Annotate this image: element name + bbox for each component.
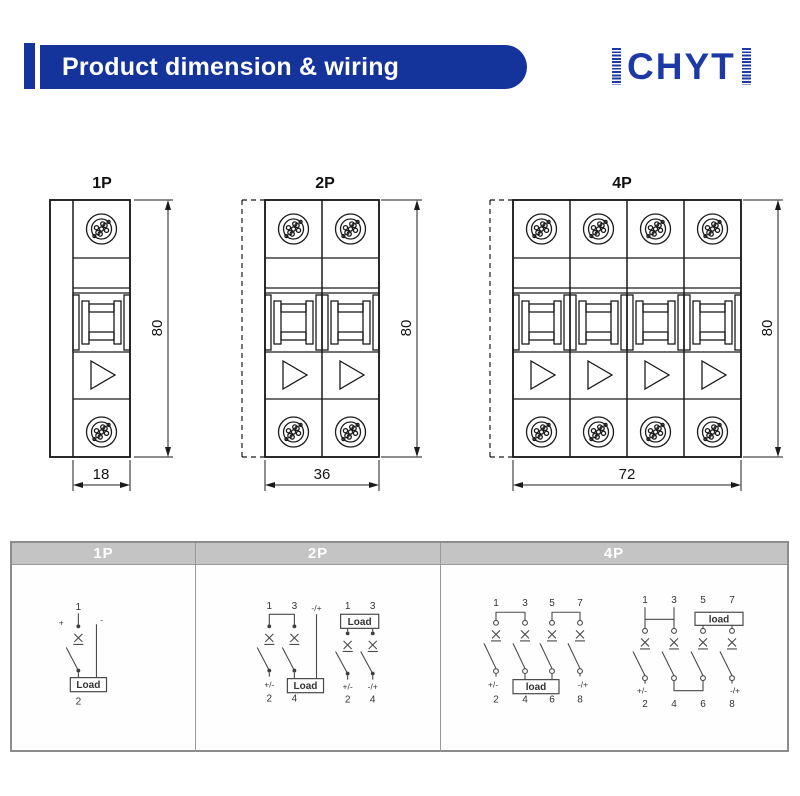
- terminal-label: 4: [522, 694, 528, 706]
- arrow-right-icon: [120, 482, 130, 488]
- wiring-cell-4p: [441, 565, 787, 752]
- terminal-label: 4: [369, 694, 376, 706]
- terminal-label: 7: [577, 598, 583, 610]
- brand-logo: [612, 48, 751, 85]
- load-label: load: [708, 614, 730, 626]
- header-banner: [40, 45, 527, 89]
- wiring-diagram-2p: [196, 565, 440, 752]
- switch-blade: [282, 647, 294, 670]
- switch-blade: [66, 647, 78, 670]
- switch-blade: [720, 651, 732, 675]
- polarity-label: -/+: [311, 603, 322, 614]
- polarity-label: +/-: [636, 685, 648, 696]
- terminal-label: 3: [291, 601, 298, 613]
- switch-blade: [633, 651, 645, 675]
- load-label: Load: [293, 681, 318, 693]
- terminal-label: 8: [577, 694, 583, 706]
- terminal-label: 1: [75, 602, 82, 614]
- polarity-label: -/+: [577, 679, 589, 690]
- wiring-header-1p: 1P: [12, 543, 196, 565]
- switch-blade: [513, 643, 525, 668]
- arrow-right-icon: [369, 482, 379, 488]
- terminal-label: 2: [266, 693, 273, 705]
- polarity-label: +: [58, 617, 64, 628]
- logo-text: CHYT: [627, 46, 736, 87]
- switch-blade: [484, 643, 496, 668]
- switch-blade: [336, 651, 348, 673]
- header-accent-bar: [24, 43, 35, 89]
- dim-height-label-2p: 80: [398, 319, 415, 337]
- arrow-down-icon: [414, 447, 420, 457]
- bottom-bridge: [674, 681, 703, 691]
- polarity-label: +/-: [264, 679, 275, 690]
- arrow-right-icon: [731, 482, 741, 488]
- terminal-label: 6: [700, 698, 706, 710]
- arrow-left-icon: [73, 482, 83, 488]
- switch-blade: [257, 647, 269, 670]
- breaker-drawing-2p: [230, 170, 440, 500]
- arrow-left-icon: [265, 482, 275, 488]
- terminal-label: 7: [729, 595, 735, 607]
- terminal-label: 1: [344, 601, 351, 613]
- terminal-label: 5: [549, 598, 555, 610]
- breaker-drawing-1p: [40, 170, 200, 500]
- terminal-label: 4: [291, 693, 298, 705]
- dim-height-label-1p: 80: [149, 319, 166, 337]
- terminal-label: 2: [493, 694, 499, 706]
- terminal-label: 2: [75, 696, 82, 708]
- dim-width-label-4p: 72: [618, 466, 636, 483]
- terminal-label: 8: [729, 698, 735, 710]
- wiring-cell-1p: [12, 565, 196, 752]
- polarity-label: +/-: [487, 679, 499, 690]
- terminal-label: 1: [266, 601, 273, 613]
- terminal-label: 3: [522, 598, 528, 610]
- arrow-up-icon: [414, 200, 420, 210]
- polarity-label: -/+: [367, 681, 378, 692]
- arrow-down-icon: [775, 447, 781, 457]
- wiring-diagram-4p: [441, 565, 787, 752]
- wiring-header-4p: 4P: [441, 543, 787, 565]
- switch-blade: [691, 651, 703, 675]
- wiring-diagram-1p: [12, 565, 195, 752]
- dim-width-label-2p: 36: [313, 466, 331, 483]
- polarity-label: -: [100, 614, 103, 625]
- polarity-label: -/+: [729, 685, 741, 696]
- switch-blade: [568, 643, 580, 668]
- logo-left-barcode-icon: [612, 48, 621, 85]
- wiring-cell-2p: [196, 565, 441, 752]
- drawing-title-1p: 1P: [92, 175, 112, 192]
- wiring-table: [10, 541, 789, 752]
- dim-width-label-1p: 18: [92, 466, 110, 483]
- page-title: Product dimension & wiring: [62, 52, 400, 81]
- terminal-label: 4: [671, 698, 677, 710]
- top-bridge: [552, 612, 580, 620]
- terminal-label: 5: [700, 595, 706, 607]
- polarity-label: +/-: [342, 681, 353, 692]
- terminal-label: 3: [369, 601, 376, 613]
- load-label: Load: [76, 680, 101, 692]
- breaker-drawing-4p: [480, 170, 800, 500]
- arrow-up-icon: [775, 200, 781, 210]
- logo-right-barcode-icon: [742, 48, 751, 85]
- top-bridge: [269, 614, 294, 624]
- load-label: Load: [347, 616, 372, 628]
- terminal-label: 2: [344, 694, 351, 706]
- terminal-label: 2: [642, 698, 648, 710]
- load-label: load: [525, 682, 547, 694]
- terminal-label: 1: [493, 598, 499, 610]
- drawing-title-4p: 4P: [612, 175, 632, 192]
- arrow-up-icon: [165, 200, 171, 210]
- terminal-label: 6: [549, 694, 555, 706]
- arrow-down-icon: [165, 447, 171, 457]
- switch-blade: [361, 651, 373, 673]
- switch-blade: [662, 651, 674, 675]
- drawing-title-2p: 2P: [315, 175, 335, 192]
- top-bridge: [496, 612, 525, 620]
- arrow-left-icon: [513, 482, 523, 488]
- switch-blade: [540, 643, 552, 668]
- dim-height-label-4p: 80: [759, 319, 776, 337]
- terminal-label: 1: [642, 595, 648, 607]
- terminal-label: 3: [671, 595, 677, 607]
- wiring-header-2p: 2P: [196, 543, 441, 565]
